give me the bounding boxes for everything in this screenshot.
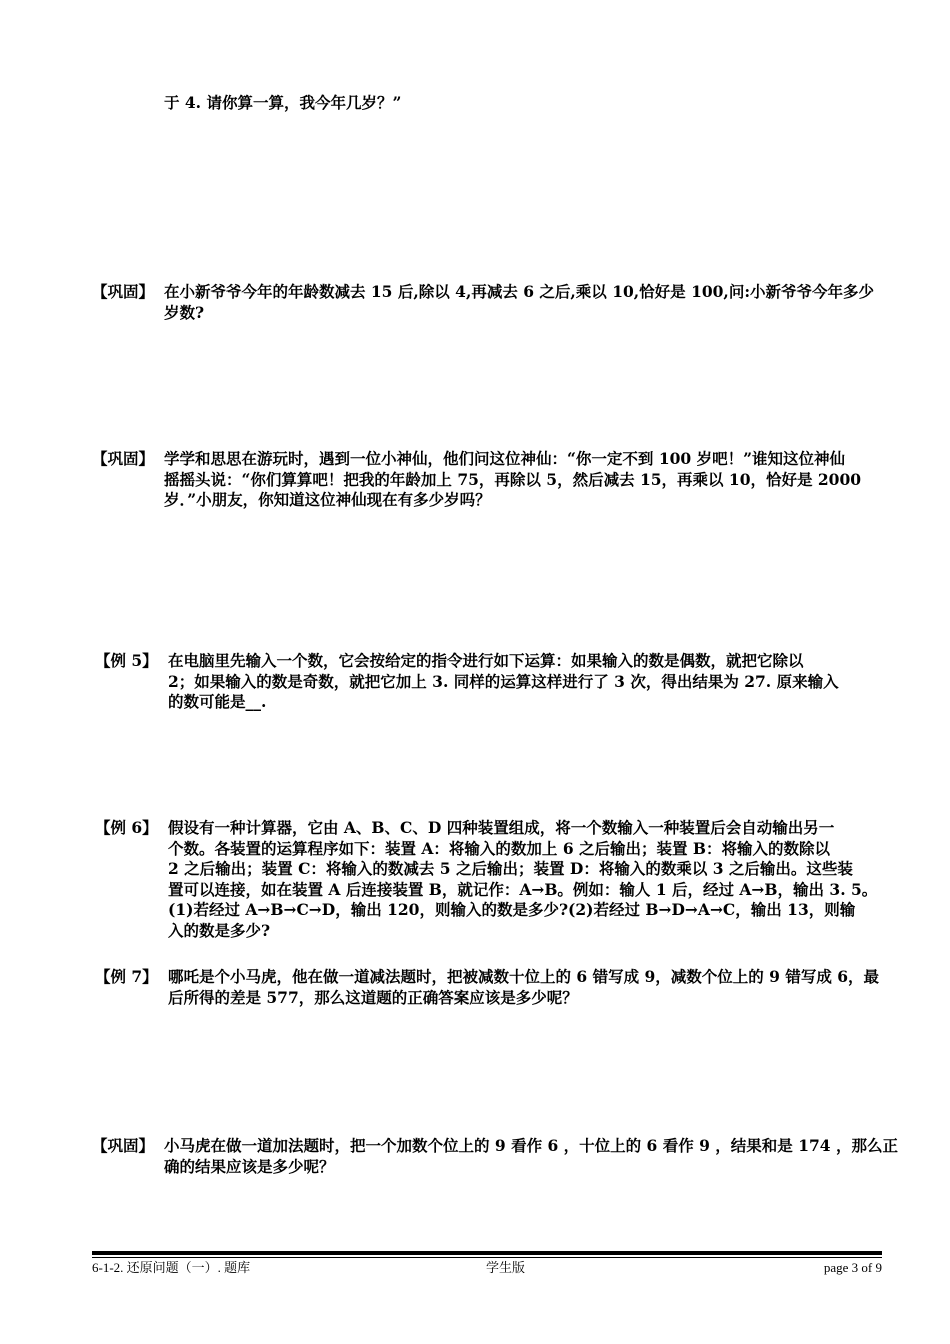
example-line: 的数可能是__. — [168, 692, 267, 711]
example-line: 哪吒是个小马虎，他在做一道减法题时，把被减数十位上的 6 错写成 9，减数个位上的 9 错写成 6，最 — [168, 967, 880, 986]
problem-tag: 【巩固】 — [92, 449, 155, 468]
example-line: 在电脑里先输入一个数，它会按给定的指令进行如下运算：如果输入的数是偶数，就把它除以 — [168, 651, 804, 670]
example-text — [168, 818, 884, 941]
example-line: (1)若经过 A→B→C→D，输出 120，则输入的数是多少?(2)若经过 B→D→A→C，输出 13，则输 — [168, 900, 856, 919]
footer-center: 学生版 — [486, 1260, 526, 1275]
problem-line: 岁数? — [164, 302, 205, 322]
footer-rule-thin — [92, 1257, 882, 1258]
footer-left: 6-1-2. 还原问题（一）. 题库 — [92, 1260, 251, 1275]
intro-text — [164, 93, 401, 114]
intro-line: 于 4. 请你算一算，我今年几岁？” — [164, 93, 402, 112]
example-tag: 【例 7】 — [95, 967, 158, 986]
example-tag: 【例 6】 — [95, 818, 158, 837]
problem-text — [164, 1136, 898, 1177]
example-tag: 【例 5】 — [95, 651, 158, 670]
problem-line: 岁．”小朋友，你知道这位神仙现在有多少岁吗？ — [164, 490, 491, 509]
example-line: 2；如果输入的数是奇数，就把它加上 3. 同样的运算这样进行了 3 次，得出结果为 27. 原来输入 — [168, 671, 839, 691]
example-line: 个数。各装置的运算程序如下：装置 A：将输入的数加上 6 之后输出；装置 B：将输入的数除以 — [168, 838, 830, 858]
footer-page-number: page 3 of 9 — [823, 1260, 882, 1275]
problem-tag: 【巩固】 — [92, 1136, 155, 1155]
example-line: 后所得的差是 577，那么这道题的正确答案应该是多少呢？ — [168, 987, 578, 1007]
example-text — [168, 967, 884, 1008]
problem-line: 小马虎在做一道加法题时，把一个加数个位上的 9 看作 6 ，十位上的 6 看作 9 ，结果和是 174 ，那么正 — [164, 1136, 898, 1155]
example-line: 2 之后输出；装置 C：将输入的数减去 5 之后输出；装置 D：将输入的数乘以 3 之后输出。这些装 — [168, 859, 853, 878]
example-line: 入的数是多少? — [168, 920, 271, 940]
example-line: 假设有一种计算器，它由 A、B、C、D 四种装置组成，将一个数输入一种装置后会自动输出另一 — [168, 818, 835, 837]
footer-rule-thick — [92, 1251, 882, 1255]
problem-text — [164, 282, 884, 323]
example-line: 置可以连接，如在装置 A 后连接装置 B，就记作：A→B。例如：输人 1 后，经过 A→B，输出 3. 5。 — [168, 879, 878, 899]
problem-line: 确的结果应该是多少呢？ — [164, 1156, 335, 1176]
problem-text — [164, 449, 884, 511]
problem-line: 学学和思思在游玩时，遇到一位小神仙，他们问这位神仙：“你一定不到 100 岁吧！”谁知这位神仙 — [164, 449, 845, 468]
problem-line: 在小新爷爷今年的年龄数减去 15 后,除以 4,再减去 6 之后,乘以 10,恰好是 100,问:小新爷爷今年多少 — [164, 282, 875, 301]
problem-tag: 【巩固】 — [92, 282, 155, 301]
problem-line: 摇摇头说：“你们算算吧！把我的年龄加上 75，再除以 5，然后减去 15，再乘以 10，恰好是 2000 — [164, 469, 862, 489]
example-text — [168, 651, 884, 713]
